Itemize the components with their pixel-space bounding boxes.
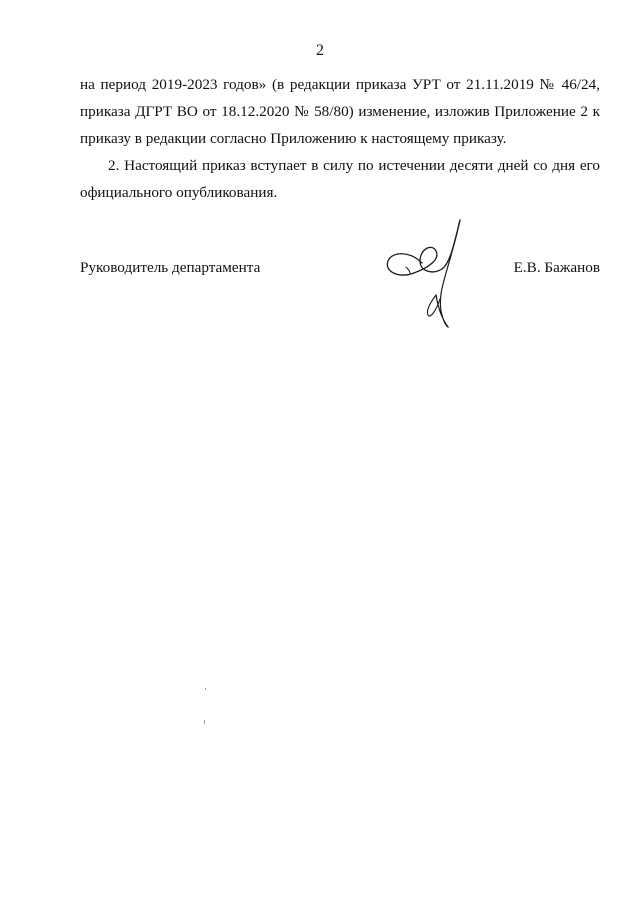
paragraph-1-line-2: приказа ДГРТ ВО от 18.12.2020 № 58/80) изменение, изложив Приложение 2 к	[80, 103, 600, 120]
paragraph-2-line-1: 2. Настоящий приказ вступает в силу по истечении десяти дней со дня его	[108, 157, 600, 174]
signer-name: Е.В. Бажанов	[513, 259, 600, 276]
paragraph-1-line-3: приказу в редакции согласно Приложению к настоящему приказу.	[80, 130, 507, 147]
scan-artifact	[204, 720, 205, 724]
page-number: 2	[316, 42, 324, 59]
signer-position: Руководитель департамента	[80, 259, 261, 276]
handwritten-signature	[380, 215, 470, 330]
paragraph-2-line-2: официального опубликования.	[80, 184, 278, 201]
scan-artifact	[205, 688, 206, 690]
document-body	[80, 71, 600, 206]
paragraph-1-line-1: на период 2019-2023 годов» (в редакции приказа УРТ от 21.11.2019 № 46/24,	[80, 76, 600, 93]
